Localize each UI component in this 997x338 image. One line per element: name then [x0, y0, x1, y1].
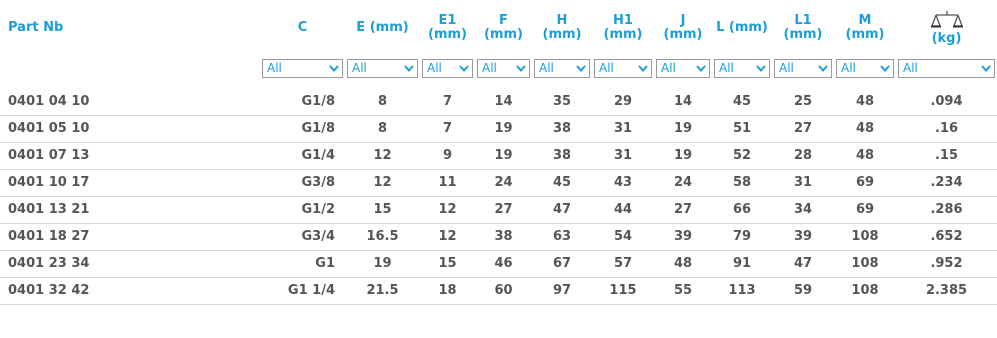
chevron-down-icon: [756, 65, 766, 72]
filter-l-select[interactable]: All: [714, 59, 770, 78]
cell-m: 48: [834, 88, 896, 115]
cell-weight: .652: [896, 223, 997, 250]
filter-row: [0, 56, 997, 80]
cell-l: 66: [712, 196, 772, 223]
cell-h: 35: [532, 88, 592, 115]
filter-l1-select[interactable]: All: [774, 59, 832, 78]
filter-f-select[interactable]: All: [477, 59, 530, 78]
cell-m: 48: [834, 142, 896, 169]
spacer-row: [0, 80, 997, 88]
cell-e1: 18: [420, 277, 475, 304]
chevron-down-icon: [981, 65, 991, 72]
filter-h-select[interactable]: All: [534, 59, 590, 78]
cell-h: 97: [532, 277, 592, 304]
table-row[interactable]: [0, 250, 997, 277]
cell-weight: .952: [896, 250, 997, 277]
cell-h: 63: [532, 223, 592, 250]
cell-c: G3/8: [260, 169, 345, 196]
cell-h1: 31: [592, 142, 654, 169]
header-e1[interactable]: E1 (mm): [428, 13, 467, 42]
header-f[interactable]: F (mm): [484, 13, 523, 42]
filter-weight-select[interactable]: All: [898, 59, 995, 78]
cell-l: 79: [712, 223, 772, 250]
cell-e1: 11: [420, 169, 475, 196]
header-l1[interactable]: L1 (mm): [783, 13, 823, 42]
chevron-down-icon: [404, 65, 414, 72]
table-row[interactable]: [0, 115, 997, 142]
cell-e1: 7: [420, 115, 475, 142]
cell-c: G1/8: [260, 115, 345, 142]
cell-e1: 7: [420, 88, 475, 115]
table-row[interactable]: [0, 223, 997, 250]
cell-h1: 29: [592, 88, 654, 115]
header-part-nb[interactable]: Part Nb: [8, 20, 64, 35]
cell-h: 47: [532, 196, 592, 223]
cell-l: 45: [712, 88, 772, 115]
cell-part-nb: 0401 32 42: [0, 277, 260, 304]
table-row[interactable]: [0, 277, 997, 304]
filter-h1-select[interactable]: All: [594, 59, 652, 78]
cell-weight: .234: [896, 169, 997, 196]
filter-e1-select[interactable]: All: [422, 59, 473, 78]
cell-l: 52: [712, 142, 772, 169]
filter-cell-empty: [0, 56, 260, 80]
cell-j: 55: [654, 277, 712, 304]
cell-l1: 39: [772, 223, 834, 250]
cell-j: 39: [654, 223, 712, 250]
header-m[interactable]: M (mm): [845, 13, 885, 42]
filter-m-select[interactable]: All: [836, 59, 894, 78]
cell-weight: 2.385: [896, 277, 997, 304]
chevron-down-icon: [638, 65, 648, 72]
cell-l: 91: [712, 250, 772, 277]
cell-e1: 15: [420, 250, 475, 277]
header-row: [0, 0, 997, 56]
cell-f: 19: [475, 115, 532, 142]
balance-scale-icon: [930, 10, 964, 32]
header-c[interactable]: C: [297, 20, 308, 35]
cell-c: G1/8: [260, 88, 345, 115]
header-h[interactable]: H (mm): [542, 13, 582, 42]
cell-f: 27: [475, 196, 532, 223]
cell-h1: 115: [592, 277, 654, 304]
header-l[interactable]: L (mm): [716, 20, 768, 35]
cell-j: 19: [654, 142, 712, 169]
table-row[interactable]: [0, 88, 997, 115]
cell-e: 8: [345, 88, 420, 115]
cell-l1: 28: [772, 142, 834, 169]
header-weight[interactable]: (kg): [896, 0, 997, 56]
cell-c: G3/4: [260, 223, 345, 250]
cell-e: 21.5: [345, 277, 420, 304]
cell-h: 38: [532, 142, 592, 169]
cell-l1: 47: [772, 250, 834, 277]
chevron-down-icon: [880, 65, 890, 72]
cell-j: 14: [654, 88, 712, 115]
cell-m: 69: [834, 169, 896, 196]
cell-c: G1 1/4: [260, 277, 345, 304]
chevron-down-icon: [459, 65, 469, 72]
header-j[interactable]: J (mm): [663, 13, 703, 42]
cell-m: 69: [834, 196, 896, 223]
cell-l1: 25: [772, 88, 834, 115]
cell-e1: 9: [420, 142, 475, 169]
cell-f: 38: [475, 223, 532, 250]
cell-e: 12: [345, 142, 420, 169]
chevron-down-icon: [329, 65, 339, 72]
cell-weight: .286: [896, 196, 997, 223]
cell-h: 45: [532, 169, 592, 196]
table-row[interactable]: [0, 142, 997, 169]
filter-j-select[interactable]: All: [656, 59, 710, 78]
table-row[interactable]: [0, 196, 997, 223]
cell-weight: .15: [896, 142, 997, 169]
cell-e: 15: [345, 196, 420, 223]
cell-f: 60: [475, 277, 532, 304]
cell-l1: 59: [772, 277, 834, 304]
cell-h1: 43: [592, 169, 654, 196]
header-e[interactable]: E (mm): [356, 20, 409, 35]
cell-f: 46: [475, 250, 532, 277]
cell-part-nb: 0401 18 27: [0, 223, 260, 250]
cell-j: 27: [654, 196, 712, 223]
cell-c: G1: [260, 250, 345, 277]
cell-j: 48: [654, 250, 712, 277]
cell-c: G1/4: [260, 142, 345, 169]
cell-part-nb: 0401 13 21: [0, 196, 260, 223]
cell-h1: 44: [592, 196, 654, 223]
chevron-down-icon: [516, 65, 526, 72]
cell-part-nb: 0401 05 10: [0, 115, 260, 142]
cell-weight: .16: [896, 115, 997, 142]
cell-part-nb: 0401 07 13: [0, 142, 260, 169]
cell-e1: 12: [420, 196, 475, 223]
table-row[interactable]: [0, 169, 997, 196]
chevron-down-icon: [576, 65, 586, 72]
cell-h1: 31: [592, 115, 654, 142]
cell-l: 51: [712, 115, 772, 142]
cell-l: 58: [712, 169, 772, 196]
cell-e1: 12: [420, 223, 475, 250]
cell-f: 14: [475, 88, 532, 115]
cell-c: G1/2: [260, 196, 345, 223]
cell-h1: 57: [592, 250, 654, 277]
cell-part-nb: 0401 23 34: [0, 250, 260, 277]
cell-l1: 34: [772, 196, 834, 223]
cell-part-nb: 0401 10 17: [0, 169, 260, 196]
cell-h: 38: [532, 115, 592, 142]
cell-m: 108: [834, 223, 896, 250]
cell-e: 19: [345, 250, 420, 277]
cell-weight: .094: [896, 88, 997, 115]
chevron-down-icon: [818, 65, 828, 72]
cell-e: 12: [345, 169, 420, 196]
cell-e: 16.5: [345, 223, 420, 250]
cell-l1: 31: [772, 169, 834, 196]
filter-e-select[interactable]: All: [347, 59, 418, 78]
cell-e: 8: [345, 115, 420, 142]
filter-c-select[interactable]: All: [262, 59, 343, 78]
header-h1[interactable]: H1 (mm): [603, 13, 643, 42]
cell-l: 113: [712, 277, 772, 304]
cell-m: 108: [834, 277, 896, 304]
cell-m: 108: [834, 250, 896, 277]
cell-f: 24: [475, 169, 532, 196]
cell-j: 19: [654, 115, 712, 142]
chevron-down-icon: [696, 65, 706, 72]
cell-l1: 27: [772, 115, 834, 142]
cell-j: 24: [654, 169, 712, 196]
cell-f: 19: [475, 142, 532, 169]
cell-h: 67: [532, 250, 592, 277]
cell-part-nb: 0401 04 10: [0, 88, 260, 115]
cell-m: 48: [834, 115, 896, 142]
cell-h1: 54: [592, 223, 654, 250]
